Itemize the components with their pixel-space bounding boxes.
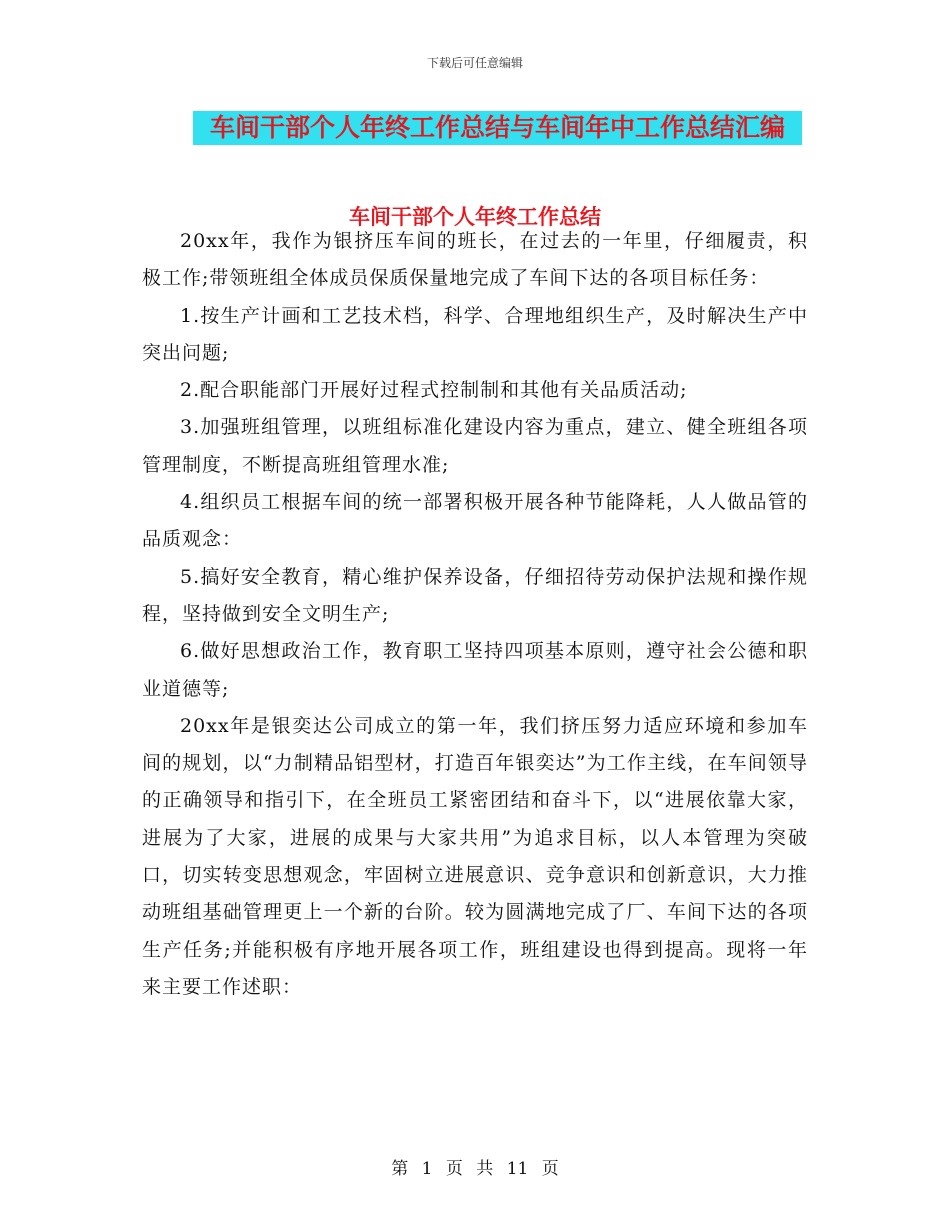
paragraph-item-3: 3.加强班组管理，以班组标准化建设内容为重点，建立、健全班组各项管理制度，不断提高班组管理水准; bbox=[142, 416, 808, 476]
footer-total-word: 共 bbox=[476, 1159, 494, 1179]
footer-page-unit: 页 bbox=[445, 1159, 463, 1179]
document-body bbox=[142, 223, 808, 1006]
footer-page-number: 1 bbox=[421, 1159, 433, 1179]
paragraph-item-1: 1.按生产计画和工艺技术档，科学、合理地组织生产，及时解决生产中突出问题; bbox=[142, 304, 808, 364]
paragraph-item-4: 4.组织员工根据车间的统一部署积极开展各种节能降耗，人人做品管的品质观念： bbox=[142, 491, 808, 551]
paragraph-item-2: 2.配合职能部门开展好过程式控制制和其他有关品质活动; bbox=[180, 379, 688, 402]
page-footer bbox=[0, 1154, 950, 1179]
footer-total-unit: 页 bbox=[541, 1159, 559, 1179]
paragraph-intro: 20xx年，我作为银挤压车间的班长，在过去的一年里，仔细履责，积极工作;带领班组全体成员保质保量地完成了车间下达的各项目标任务： bbox=[142, 230, 808, 290]
paragraph-item-5: 5.搞好安全教育，精心维护保养设备，仔细招待劳动保护法规和操作规程，坚持做到安全文明生产; bbox=[142, 565, 808, 625]
paragraph-item-6: 6.做好思想政治工作，教育职工坚持四项基本原则，遵守社会公德和职业道德等; bbox=[142, 640, 808, 700]
paragraph-summary: 20xx年是银奕达公司成立的第一年，我们挤压努力适应环境和参加车间的规划，以“力制精品铝型材，打造百年银奕达”为工作主线，在车间领导的正确领导和指引下，在全班员工紧密团结和奋斗下，以“进展依靠大家，进展为了大家，进展的成果与大家共用”为追求目标，以人本管理为突破口，切实转变思想观念，牢固树立进展意识、竞争意识和创新意识，大力推动班组基础管理更上一个新的台阶。较为圆满地完成了厂、车间下达的各项生产任务;并能积极有序地开展各项工作，班组建设也得到提高。现将一年来主要工作述职： bbox=[142, 714, 808, 998]
document-title: 车间干部个人年终工作总结与车间年中工作总结汇编 bbox=[193, 111, 802, 145]
section-title: 车间干部个人年终工作总结 bbox=[349, 205, 601, 229]
footer-page-word: 第 bbox=[391, 1159, 409, 1179]
footer-total-pages: 11 bbox=[506, 1159, 529, 1179]
header-note: 下载后可任意编辑 bbox=[426, 56, 523, 70]
